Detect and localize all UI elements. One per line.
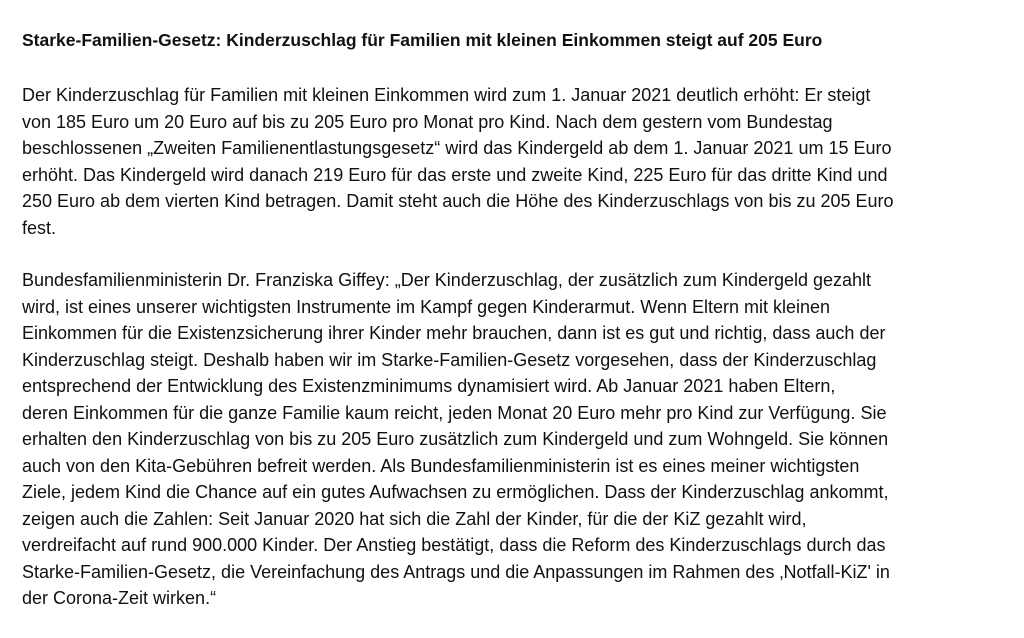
paragraph-quote (22, 267, 1002, 612)
text-line: Der Kinderzuschlag für Familien mit kleinen Einkommen wird zum 1. Januar 2021 deutlich erhöht: Er steigt (22, 85, 871, 105)
text-line: zeigen auch die Zahlen: Seit Januar 2020 hat sich die Zahl der Kinder, für die der KiZ gezahlt wird, (22, 508, 807, 529)
text-line: 250 Euro ab dem vierten Kind betragen. Damit steht auch die Höhe des Kinderzuschlags von bis zu 205 Euro (22, 191, 894, 211)
text-line: fest. (22, 217, 57, 238)
text-line: entsprechend der Entwicklung des Existenzminimums dynamisiert wird. Ab Januar 2021 haben Eltern, (22, 376, 836, 396)
text-line: erhalten den Kinderzuschlag von bis zu 205 Euro zusätzlich zum Kindergeld und zum Wohngeld. Sie können (22, 429, 889, 449)
text-line: Kinderzuschlag steigt. Deshalb haben wir im Starke-Familien-Gesetz vorgesehen, dass der Kinderzuschlag (22, 349, 877, 370)
text-line: auch von den Kita-Gebühren befreit werden. Als Bundesfamilienministerin ist es eines meiner wichtigsten (22, 455, 860, 476)
text-line: beschlossenen „Zweiten Familienentlastungsgesetz“ wird das Kindergeld ab dem 1. Januar 2021 um 15 Euro (22, 138, 892, 158)
text-line: verdreifacht auf rund 900.000 Kinder. Der Anstieg bestätigt, dass die Reform des Kinderzuschlags durch das (22, 535, 886, 555)
text-line: wird, ist eines unserer wichtigsten Instrumente im Kampf gegen Kinderarmut. Wenn Eltern mit kleinen (22, 296, 831, 317)
text-line: deren Einkommen für die ganze Familie kaum reicht, jeden Monat 20 Euro mehr pro Kind zur Verfügung. Sie (22, 402, 887, 423)
text-line: erhöht. Das Kindergeld wird danach 219 Euro für das erste und zweite Kind, 225 Euro für das dritte Kind und (22, 164, 888, 185)
document-page (22, 28, 1002, 612)
text-line: Starke-Familien-Gesetz, die Vereinfachung des Antrags und die Anpassungen im Rahmen des ‚Notfall-KiZ' in (22, 561, 890, 582)
text-line: Einkommen für die Existenzsicherung ihrer Kinder mehr brauchen, dann ist es gut und richtig, dass auch der (22, 323, 886, 343)
text-line: der Corona-Zeit wirken.“ (22, 588, 217, 608)
document-title: Starke-Familien-Gesetz: Kinderzuschlag für Familien mit kleinen Einkommen steigt auf 205 Euro (22, 30, 823, 50)
paragraph-intro (22, 82, 1002, 241)
text-line: Ziele, jedem Kind die Chance auf ein gutes Aufwachsen zu ermöglichen. Dass der Kinderzuschlag ankommt, (22, 482, 889, 502)
text-line: von 185 Euro um 20 Euro auf bis zu 205 Euro pro Monat pro Kind. Nach dem gestern vom Bundestag (22, 111, 833, 132)
text-line: Bundesfamilienministerin Dr. Franziska Giffey: „Der Kinderzuschlag, der zusätzlich zum Kindergeld gezahlt (22, 270, 872, 290)
